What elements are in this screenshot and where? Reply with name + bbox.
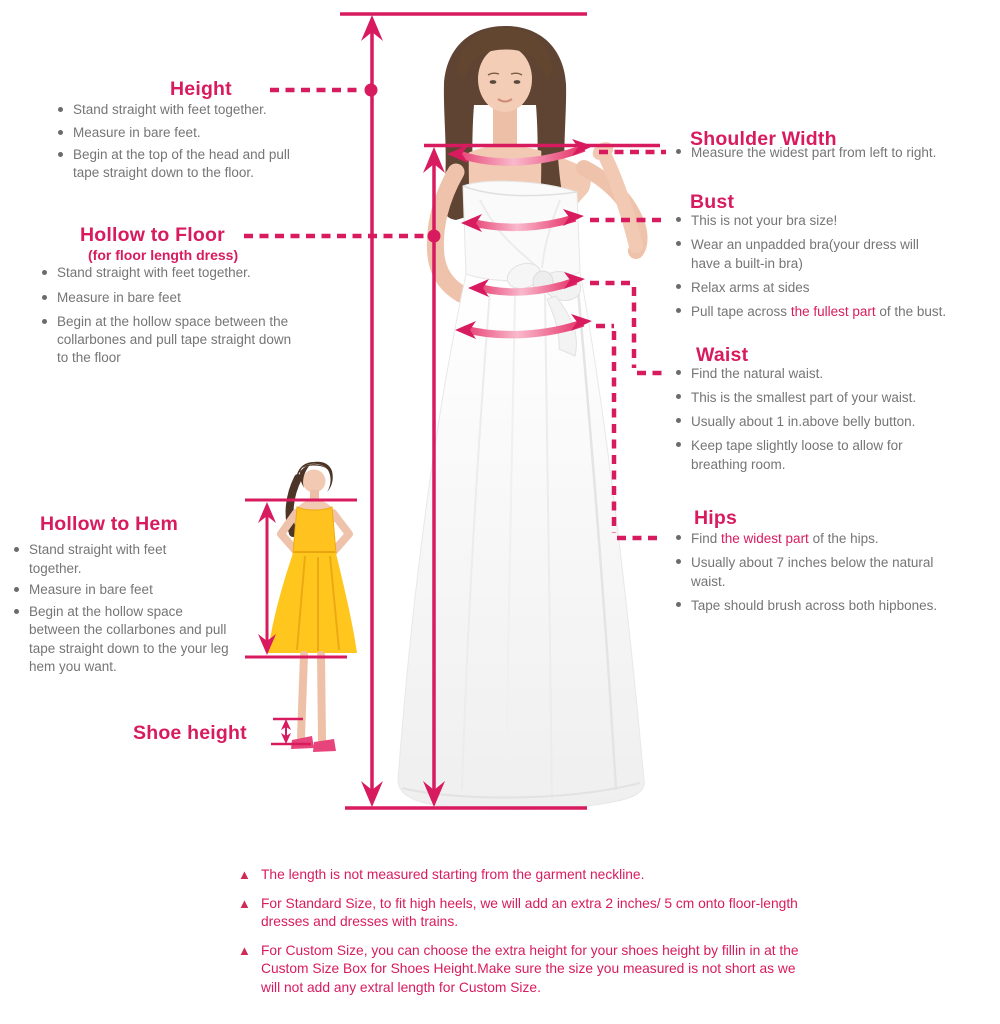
list-item: Measure in bare feet xyxy=(14,581,252,600)
height-bullets xyxy=(58,101,314,186)
list-item: Measure in bare feet. xyxy=(58,124,314,142)
height-title: Height xyxy=(170,78,232,100)
bullet-dot-icon xyxy=(58,152,63,157)
height-line xyxy=(361,15,383,807)
list-item: Stand straight with feet together. xyxy=(58,101,314,119)
bullet-dot-icon xyxy=(42,270,47,275)
bust-bullets xyxy=(676,211,991,326)
warning-triangle-icon: ▲ xyxy=(238,942,251,958)
list-item: Relax arms at sides xyxy=(676,278,991,297)
hips-bullets xyxy=(676,529,996,620)
hollow-to-floor-subtitle: (for floor length dress) xyxy=(88,247,239,263)
warning-triangle-icon: ▲ xyxy=(238,895,251,911)
list-item: Find the widest part of the hips. xyxy=(676,529,996,548)
list-item: Measure the widest part from left to right. xyxy=(676,143,996,162)
bullet-dot-icon xyxy=(676,308,681,313)
hollow-to-hem-bullets xyxy=(14,541,252,680)
shoulder-width-bullets xyxy=(676,143,996,167)
hollow-to-floor-bullets xyxy=(42,264,292,374)
bullet-dot-icon xyxy=(676,217,681,222)
shoe-height-title: Shoe height xyxy=(133,722,247,744)
footer-notes xyxy=(238,866,838,1007)
bullet-dot-icon xyxy=(676,149,681,154)
bullet-dot-icon xyxy=(676,535,681,540)
bullet-dot-icon xyxy=(676,602,681,607)
bullet-dot-icon xyxy=(676,418,681,423)
list-item: Stand straight with feet together. xyxy=(14,541,252,578)
bullet-dot-icon xyxy=(14,547,19,552)
waist-title: Waist xyxy=(696,344,749,366)
list-item: Usually about 7 inches below the natural waist. xyxy=(676,553,996,591)
small-model-figure xyxy=(268,462,357,752)
bullet-dot-icon xyxy=(58,130,63,135)
bullet-dot-icon xyxy=(42,295,47,300)
bullet-dot-icon xyxy=(676,284,681,289)
list-item: Wear an unpadded bra(your dress will have a built-in bra) xyxy=(676,235,991,273)
waist-bullets xyxy=(676,364,996,479)
bullet-dot-icon xyxy=(14,609,19,614)
list-item: Tape should brush across both hipbones. xyxy=(676,596,996,615)
list-item: Begin at the hollow space between the collarbones and pull tape straight down to the floor xyxy=(42,313,292,367)
list-item: Stand straight with feet together. xyxy=(42,264,292,282)
bullet-dot-icon xyxy=(676,442,681,447)
hollow-to-floor-title: Hollow to Floor xyxy=(80,224,225,246)
list-item: Begin at the top of the head and pull tape straight down to the floor. xyxy=(58,146,314,181)
bullet-dot-icon xyxy=(58,107,63,112)
note-item: ▲ For Custom Size, you can choose the extra height for your shoes height by fillin in at the Custom Size Box for Shoes Height.Make sure the size you measured is not short as we will not add any extral length for Custom Size. xyxy=(238,942,838,998)
note-item: ▲ For Standard Size, to fit high heels, we will add an extra 2 inches/ 5 cm onto floor-length dresses and dresses with trains. xyxy=(238,895,838,932)
bullet-dot-icon xyxy=(676,241,681,246)
list-item: Pull tape across the fullest part of the bust. xyxy=(676,302,991,321)
list-item: Measure in bare feet xyxy=(42,289,292,307)
bullet-dot-icon xyxy=(676,370,681,375)
bullet-dot-icon xyxy=(42,319,47,324)
hips-title: Hips xyxy=(694,507,738,529)
list-item: Keep tape slightly loose to allow for breathing room. xyxy=(676,436,996,474)
list-item: Begin at the hollow space between the collarbones and pull tape straight down to the your leg hem you want. xyxy=(14,603,252,677)
bullet-dot-icon xyxy=(676,559,681,564)
hollow-to-hem-title: Hollow to Hem xyxy=(40,513,179,535)
warning-triangle-icon: ▲ xyxy=(238,867,251,882)
note-item: ▲ The length is not measured starting from the garment neckline. xyxy=(238,866,838,885)
bullet-dot-icon xyxy=(676,394,681,399)
highlighted-text: the widest part xyxy=(721,531,809,546)
list-item: Find the natural waist. xyxy=(676,364,996,383)
highlighted-text: the fullest part xyxy=(790,304,876,319)
bust-title: Bust xyxy=(690,191,735,213)
list-item: This is not your bra size! xyxy=(676,211,991,230)
shoulder-width-title: Shoulder Width xyxy=(690,128,837,150)
list-item: This is the smallest part of your waist. xyxy=(676,388,996,407)
list-item: Usually about 1 in.above belly button. xyxy=(676,412,996,431)
bullet-dot-icon xyxy=(14,587,19,592)
